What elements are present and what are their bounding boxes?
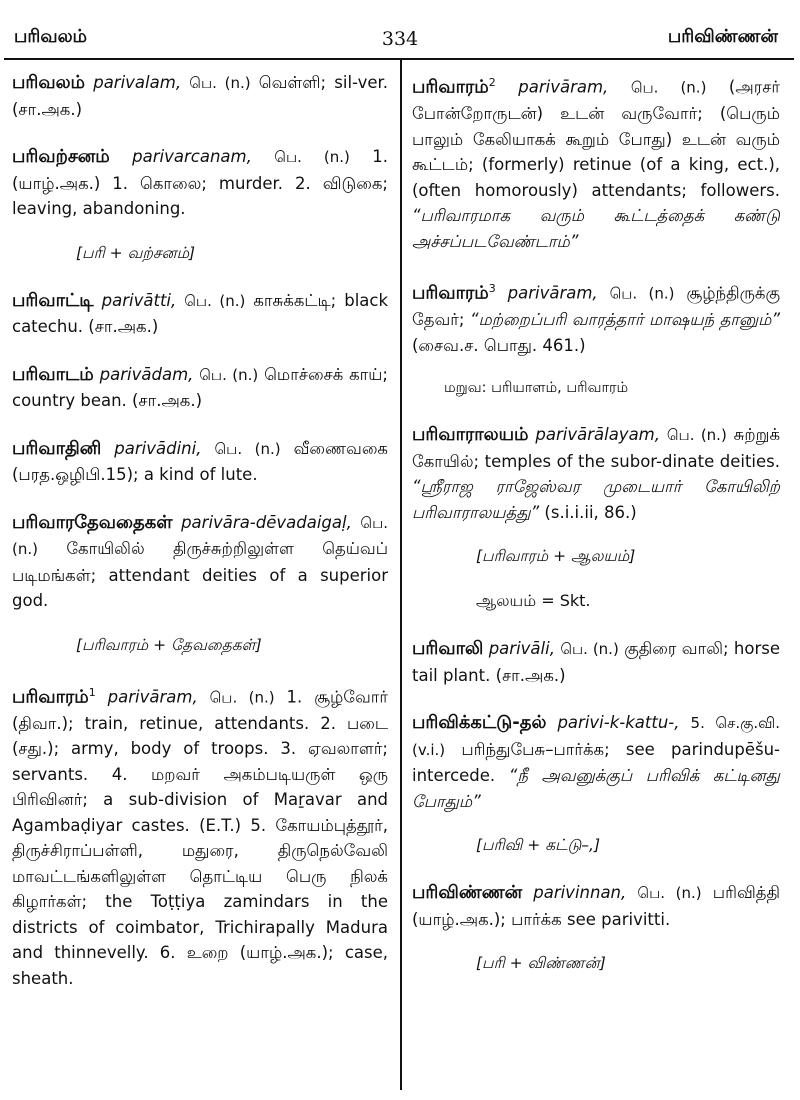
usage-quote: “மற்றைப்பரி வாரத்தார் மாஷயந் தானும்” [469,310,780,329]
homonym-number: 3 [488,282,496,295]
definition: மொச்சைக் காய்; country bean. (சா.அக.) [12,364,388,410]
entry-parivali [412,636,780,688]
headword: பரிவாரதேவதைகள் [12,511,173,533]
headword: பரிவாரம் [12,686,89,707]
transliteration: parivādam, [99,364,194,384]
definition: குதிரை வாலி; horse tail plant. (சா.அக.) [412,639,781,685]
entry-parivadini [12,436,388,488]
headword: பரிவாலி [412,638,484,659]
transliteration: parivi-k-kattu-, [557,713,680,732]
header-right-guideword: பரிவிண்ணன் [667,26,778,47]
transliteration: parivāra-dēvadaigaḷ, [181,512,352,532]
transliteration: parivātti, [101,290,177,310]
part-of-speech: பெ. (n.) [214,439,281,458]
etymology: [பரிவாரம் + ஆலயம்] [476,547,636,565]
headword: பரிவாராலயம் [412,424,529,445]
part-of-speech: பெ. (n.) [630,78,707,97]
transliteration: parivāram, [507,283,598,303]
entry-parivatti [12,288,388,340]
entry-parivara-devadaigal [12,510,388,614]
part-of-speech: பெ. (n.) [666,426,727,444]
transliteration: parivalam, [93,73,182,92]
etymology: [பரிவி + கட்டு–,] [476,836,601,854]
usage-quote: “ஸ்ரீராஜ ராஜேஸ்வர முடையார் கோயிலிற் பரிவாராலயத்து” [412,477,780,522]
definition: சுற்றுக் கோயில்; temples of the subor-dinate deities. [412,425,780,471]
headword: பரிவற்சனம் [12,146,110,167]
definition: சூழ்ந்திருக்கு தேவர்; [412,283,781,329]
synonym-note: மறுவ: பரியாளம், பரிவாரம் [444,380,629,396]
part-of-speech: பெ. (n.) [189,74,251,92]
etymology: [பரிவாரம் + தேவதைகள்] [76,635,262,654]
definition: (அரசர் போன்றோருடன்) உடன் வருவோர்; (பெரும் பாலும் கேலியாகக் கூறும் போது) உடன் வரும் கூட்டம்; (formerly) retinue (of a king, ect.), (often homorously) attendants; followers. [412,77,780,200]
transliteration: parivādini, [114,438,202,458]
headword: பரிவிக்கட்டு-தல் [412,712,547,733]
part-of-speech: பெ. (n.) [209,688,275,706]
definition: வீணைவகை (பரத.ஒழிபி.15); a kind of lute. [12,438,388,484]
part-of-speech: பெ. (n.) [274,148,350,166]
headword: பரிவாரம் [412,76,489,98]
usage-quote: “நீ அவனுக்குப் பரிவிக் கட்டினது போதும்” [412,766,780,811]
headword: பரிவாடம் [12,363,94,385]
etymology: [பரி + விண்ணன்] [476,954,606,972]
transliteration: parivārālayam, [535,425,661,444]
page-number: 334 [381,28,419,50]
part-of-speech: பெ. (n.) [199,365,259,384]
etymology: [பரி + வற்சனம்] [76,243,196,262]
homonym-number: 2 [488,76,496,89]
entry-parivaram-1 [12,680,388,992]
homonym-number: 1 [88,685,96,699]
entry-parivalam [12,70,388,122]
definition: வெள்ளி; sil-ver. (சா.அக.) [12,73,389,119]
definition: காசுக்கட்டி; black catechu. (சா.அக.) [12,290,389,336]
entry-parivaralayam [412,422,780,525]
left-column [12,70,388,1013]
transliteration: parivāram, [107,687,198,706]
entry-parivaram-3 [412,276,780,358]
headword: பரிவாட்டி [12,289,94,311]
entry-parivarcanam [12,144,388,222]
definition: பரிந்துபேசு–பார்க்க; see parindupēšu-intercede. [412,739,781,785]
definition: 1. சூழ்வோர் (திவா.); train, retinue, attendants. 2. படை (சது.); army, body of troops. 3. ஏவலாளர்; servants. 4. மறவர் அகம்படியருள் ஒரு பிரிவினர்; a sub-division of Maṟavar and Agambaḍiyar castes. (E.T.) 5. கோயம்புத்தூர், திருச்சிராப்பள்ளி, மதுரை, திருநெல்வேலி மாவட்டங்களிலுள்ள தொட்டிய பெரு நிலக் கிழார்கள்; the Toṭṭiya zamindars in the districts of coimbator, Trichirapally Madura and thinnevelly. 6. உறை (யாழ்.அக.); case, sheath. [12,687,389,988]
header-rule [4,58,794,60]
right-column [412,70,780,998]
transliteration: parivinnan, [533,883,627,902]
headword: பரிவலம் [12,72,86,93]
header-left-guideword: பரிவலம் [14,26,88,47]
column-divider [400,60,402,1090]
definition: 1.(யாழ்.அக.) 1. கொலை; murder. 2. விடுகை; leaving, abandoning. [12,147,389,218]
part-of-speech: பெ. (n.) [184,291,246,310]
entry-parivikkattu [412,710,780,814]
part-of-speech: பெ. (n.) [560,640,619,658]
entry-parivadam [12,362,388,414]
part-of-speech: பெ. (n.) [12,513,388,558]
headword: பரிவிண்ணன் [412,882,523,903]
part-of-speech: 5. செ.கு.வி. (v.i.) [412,714,781,759]
headword: பரிவாதினி [12,437,102,459]
citation: (s.i.i.ii, 86.) [544,502,637,522]
source-note: ஆலயம் = Skt. [476,591,591,610]
transliteration: parivarcanam, [132,147,252,166]
definition: கோயிலில் திருச்சுற்றிலுள்ள தெய்வப் படிமங்கள்; attendant deities of a superior god. [12,539,388,610]
citation: (சைவ.ச. பொது. 461.) [412,335,586,355]
usage-quote: “பரிவாரமாக வரும் கூட்டத்தைக் கண்டு அச்சப்படவேண்டாம்” [412,206,780,251]
headword: பரிவாரம் [412,282,489,304]
part-of-speech: பெ. (n.) [637,884,702,902]
entry-parivaram-2 [412,70,780,254]
transliteration: parivāli, [488,639,555,658]
definition: பரிவித்தி (யாழ்.அக.); பார்க்க see parivitti. [412,883,780,929]
transliteration: parivāram, [518,77,609,97]
part-of-speech: பெ. (n.) [609,284,675,303]
entry-parivinnan [412,880,780,932]
